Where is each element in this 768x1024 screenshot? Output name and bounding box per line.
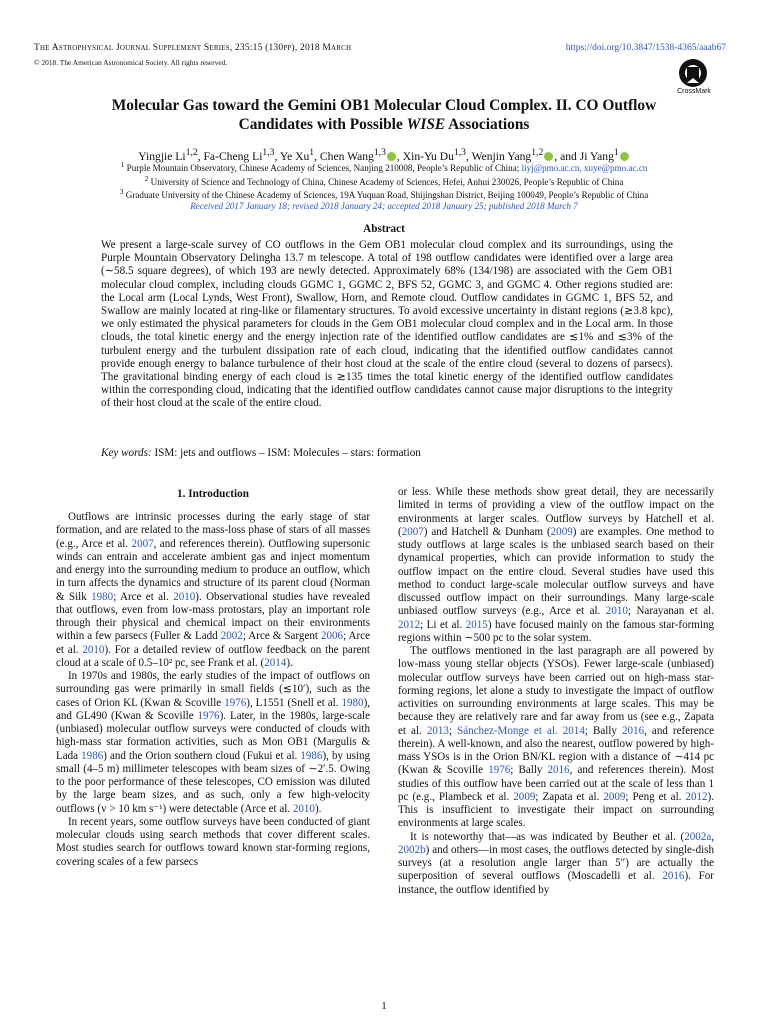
text-run: ). Observational studies have revealed that outflows, even from low-mass protostars, play an important role through their physical and chemical impact on their environments within a few parsecs (Fuller & Ladd xyxy=(56,590,371,643)
text-run: ; Arce et al. xyxy=(56,630,371,656)
citation-link[interactable]: 2016 xyxy=(547,764,570,777)
paragraph xyxy=(398,486,714,645)
text-run: ) and the Orion southern cloud (Fukui et al. xyxy=(103,749,301,762)
text-run: ), and GL490 (Kwan & Scoville xyxy=(56,696,371,722)
text-run: In recent years, some outflow surveys have been conducted of giant molecular clouds using search methods that cover different scales. Most studies search for outflows toward known star-forming regions, covering scales of a few parsecs xyxy=(56,815,370,868)
text-run: ; Zapata et al. xyxy=(535,790,604,803)
keywords: Key words: ISM: jets and outflows – ISM: Molecules – stars: formation xyxy=(101,447,421,459)
affiliations xyxy=(30,160,738,211)
citation-link[interactable]: 2007 xyxy=(401,525,424,538)
text-run: ) and others—in most cases, the outflows detected by single-dish surveys (at a resolution angle larger than 5″) are actually the superposition of several outflows (Moscadelli et al. xyxy=(398,843,714,883)
citation-link[interactable]: 1986 xyxy=(300,749,323,762)
citation-link[interactable]: 2015 xyxy=(465,618,488,631)
abstract-heading: Abstract xyxy=(363,223,405,235)
citation-link[interactable]: 2006 xyxy=(320,630,344,643)
citation-link[interactable]: 2002b xyxy=(398,843,426,856)
text-run: Outflows are intrinsic processes during the early stage of star formation, and are related to the mass-loss phase of stars of all masses (e.g., Arce et al. xyxy=(56,511,370,550)
affiliation-1: $^1$ Purple Mountain Observatory, Chinese Academy of Sciences, Nanjing 210008, People’s Republic of China; liyj@pmo.ac.cn, xuye@pmo.ac.cn xyxy=(120,160,648,174)
citation-link[interactable]: 2010 xyxy=(605,605,628,618)
publication-dates: Received 2017 January 18; revised 2018 January 24; accepted 2018 January 25; published 2018 March 7 xyxy=(190,200,578,211)
text-run: , and reference therein). A well-known, and also the nearest, outflow powered by high-mass YSOs is in the Orion BN/KL region with a distance of ∼414 pc (Kwan & Scoville xyxy=(398,724,715,777)
citation-link[interactable]: 2002 xyxy=(220,630,243,643)
citation-link[interactable]: 2010 xyxy=(292,802,315,815)
citation-link[interactable]: 2010 xyxy=(173,590,196,603)
text-run: ; Bally xyxy=(510,764,548,777)
text-run: ), L1551 (Snell et al. xyxy=(246,696,342,709)
citation-link[interactable]: 2009 xyxy=(513,790,536,803)
paragraph xyxy=(56,816,370,869)
text-run: It is noteworthy that—as was indicated by Beuther et al. ( xyxy=(410,830,685,843)
author-list: Yingjie Li$^{1,2}$, Fa-Cheng Li$^{1,3}$, Ye Xu$^1$, Chen Wang$^{1,3}$ , Xin-Yu Du$^{1,3}$, Wenjin Yang$^{1,2}$ , and Ji Yang$^1$ xyxy=(30,146,738,164)
left-column xyxy=(56,511,370,869)
citation-link[interactable]: 2012 xyxy=(685,790,708,803)
text-run: In 1970s and 1980s, the early studies of the impact of outflows on surrounding gas were primarily in small fields (≲10′), such as the cases of Orion KL (Kwan & Scoville xyxy=(56,670,370,709)
text-run: ) and Hatchell & Dunham ( xyxy=(423,525,551,538)
abstract-text: We present a large-scale survey of CO outflows in the Gem OB1 molecular cloud complex and its surroundings, using the Purple Mountain Observatory Delingha 13.7 m telescope. A total of 198 outflow candidates were identified over a large area (∼58.5 square degrees), of which 193 are newly detected. Approximately 68% (134/198) are associated with the Gem OB1 molecular cloud complex, including clouds GGMC 1, GGMC 2, BFS 52, GGMC 3, and GGMC 4. Other regions studied are: the Local arm (Local Lynds, West Front), Swallow, Horn, and Remote cloud. Outflow candidates in GGMC 1, BFS 52, and Swallow are mainly located at ring-like or filamentary structures. To avoid excessive uncertainty in distant regions (≳3.8 kpc), we only estimated the physical parameters for clouds in the Gem OB1 molecular cloud complex and in the Local arm. In those clouds, the total kinetic energy and the energy injection rate of the identified outflow candidates are ≲1% and ≲3% of the turbulent energy and the turbulent dissipation rate of each cloud, indicating that the identified outflow candidates cannot provide enough energy to balance turbulence of their host cloud at the scale of the entire cloud (several to dozens of parsecs). The gravitational binding energy of each cloud is ≳135 times the total kinetic energy of the identified outflow candidates within the corresponding cloud, indicating that the identified outflow candidates cannot cause major disruptions to the integrity of their host cloud at the scale of the entire cloud. xyxy=(101,239,673,410)
doi-link[interactable]: https://doi.org/10.3847/1538-4365/aaab67 xyxy=(565,43,726,53)
citation-link[interactable]: 2012 xyxy=(398,618,421,631)
citation-link[interactable]: 2016 xyxy=(622,724,645,737)
text-run: ; Li et al. xyxy=(420,618,466,631)
email-link[interactable]: liyj@pmo.ac.cn, xuye@pmo.ac.cn xyxy=(521,163,648,174)
text-run: ; Bally xyxy=(584,724,622,737)
text-run: ). This is insufficient to investigate their impact on surrounding environments at large scales. xyxy=(398,790,714,830)
text-run: ; xyxy=(448,724,458,737)
citation-link[interactable]: 1986 xyxy=(81,749,104,762)
paragraph xyxy=(56,670,370,816)
text-run: ). xyxy=(314,802,322,815)
text-run: ; Arce et al. xyxy=(113,590,174,603)
journal-header: The Astrophysical Journal Supplement Series, 235:15 (130pp), 2018 March xyxy=(34,43,352,53)
text-run: ) have focused mainly on the famous star-forming regions within ∼500 pc to the solar system. xyxy=(398,618,714,644)
text-run: The outflows mentioned in the last paragraph are all powered by low-mass young stellar objects (YSOs). Fewer large-scale (unbiased) molecular outflow surveys have been carried out on high-mass star-forming regions, let alone a study to investigate the impact of outflow activities on surrounding environments at large scales. This may be because they are relatively rare and far away from us (see e.g., Zapata et al. xyxy=(398,645,714,737)
right-column xyxy=(398,486,714,897)
text-run: , xyxy=(711,830,714,843)
citation-link[interactable]: 1976 xyxy=(488,764,511,777)
text-run: ; Narayanan et al. xyxy=(627,605,714,618)
citation-link[interactable]: 2010 xyxy=(82,643,105,656)
citation-link[interactable]: 2013 xyxy=(426,724,449,737)
citation-link[interactable]: 1980 xyxy=(91,590,114,603)
citation-link[interactable]: Sánchez-Monge et al. 2014 xyxy=(457,724,585,737)
copyright-notice: © 2018. The American Astronomical Society. All rights reserved. xyxy=(34,58,228,67)
citation-link[interactable]: 1976 xyxy=(224,696,247,709)
citation-link[interactable]: 1980 xyxy=(341,696,364,709)
citation-link[interactable]: 2016 xyxy=(662,870,685,883)
page-number: 1 xyxy=(381,1000,387,1012)
text-run: ). For a detailed review of outflow feedback on the parent cloud at a scale of 0.5–10² pc, see Frank et al. ( xyxy=(56,643,370,669)
text-run: ; Arce & Sargent xyxy=(242,630,321,643)
title-line-1: Molecular Gas toward the Gemini OB1 Molecular Cloud Complex. II. CO Outflow xyxy=(111,97,657,114)
text-run: ). xyxy=(286,656,293,669)
affiliation-2: $^2$ University of Science and Technology of China, Chinese Academy of Sciences, Hefei, Anhui 230026, People’s Republic of China xyxy=(144,173,624,187)
citation-link[interactable]: 1976 xyxy=(197,709,220,722)
paragraph xyxy=(398,831,714,897)
paragraph xyxy=(398,645,714,831)
title-line-2: Candidates with Possible WISE Associations xyxy=(238,116,530,133)
citation-link[interactable]: 2002a xyxy=(684,830,712,843)
text-run: , and references therein). Outflowing supersonic winds can entrain and accelerate ambient gas and inject momentum and energy into the surrounding medium to produce an outflow, which in turn affects the dynamics and structure of its parent cloud (Norman & Silk xyxy=(56,537,371,603)
paper-title xyxy=(40,96,728,134)
text-run: ). Later, in the 1980s, large-scale (unbiased) molecular outflow surveys were conducted of clouds with high-mass star formation activities, such as Mon OB1 (Margulis & Lada xyxy=(56,709,370,762)
citation-link[interactable]: 2007 xyxy=(131,537,154,550)
crossmark-label: CrossMark xyxy=(677,88,711,95)
text-run: ; Peng et al. xyxy=(625,790,686,803)
citation-link[interactable]: 2009 xyxy=(603,790,626,803)
text-run: ) are examples. One method to study outflows at large scales is the unbiased search based on their dynamical properties, which can provide information to study the outflow impact on the entire cloud. Several studies have used this method to conduct large-scale molecular outflow surveys and have discussed outflow impact on their surroundings. Many large-scale unbiased outflow surveys (e.g., Arce et al. xyxy=(398,525,714,618)
affiliation-3: $^3$ Graduate University of the Chinese Academy of Sciences, 19A Yuquan Road, Shijingshan District, Beijing 100049, People’s Republic of China xyxy=(119,187,649,201)
citation-link[interactable]: 2014 xyxy=(264,656,287,669)
citation-link[interactable]: 2009 xyxy=(550,525,573,538)
text-run: or less. While these methods show great detail, they are necessarily limited in terms of providing a view of the outflow impact on the environments at larger scales. Outflow surveys by Hatchell et al. ( xyxy=(398,486,714,538)
text-run: ). For instance, the outflow identified by xyxy=(398,870,714,896)
section-heading-introduction: 1. Introduction xyxy=(177,488,249,500)
paragraph xyxy=(56,511,370,670)
text-run: ), by using small (4–5 m) millimeter telescopes with beam sizes of ∼2′.5. Owing to the poor performance of these telescopes, CO emission was diluted by the large beam sizes, and as such, only a few high-velocity outflows (v > 10 km s⁻¹) were detectable (Arce et al. xyxy=(56,749,371,815)
text-run: , and references therein). Most studies of this outflow have been carried out at the scale of less than 1 pc (e.g., Plambeck et al. xyxy=(398,764,714,803)
